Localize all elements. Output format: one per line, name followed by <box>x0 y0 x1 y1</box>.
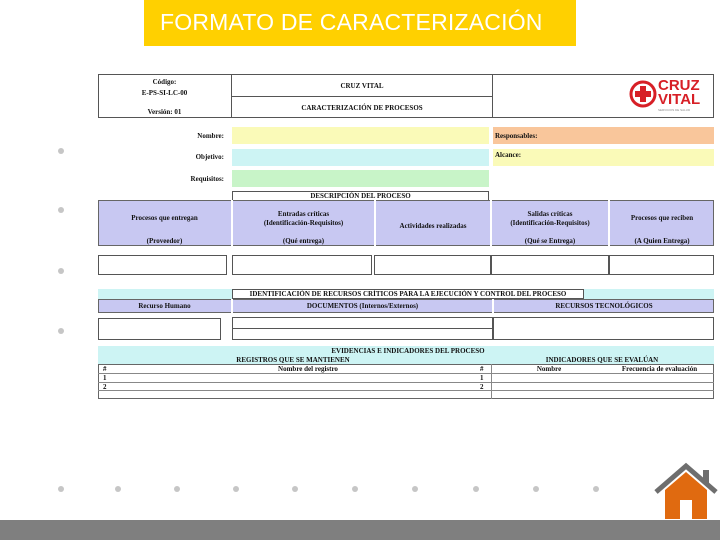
decor-dot <box>533 486 539 492</box>
registro-hash-header: # <box>103 365 107 373</box>
code-value: E-PS-SI-LC-00 <box>141 89 188 97</box>
evidencias-header: EVIDENCIAS E INDICADORES DEL PROCESO <box>232 346 584 355</box>
decor-dot <box>58 486 64 492</box>
alcance-label: Alcance: <box>495 151 522 159</box>
salidas-criticas-sub: (Identificación-Requisitos) <box>510 219 590 227</box>
home-icon <box>653 462 719 520</box>
indicador-row-2: 2 <box>480 383 484 391</box>
decor-dot <box>292 486 298 492</box>
recursos-tecnologicos-cell[interactable] <box>493 317 714 340</box>
descripcion-cell-4[interactable] <box>491 255 609 275</box>
logo-text-vital: VITAL <box>658 91 701 108</box>
responsables-label: Responsables: <box>495 132 538 140</box>
recursos-header: IDENTIFICACIÓN DE RECURSOS CRÍTICOS PARA LA EJECUCIÓN Y CONTROL DEL PROCESO <box>232 289 584 299</box>
recurso-humano-header: Recurso Humano <box>138 302 191 310</box>
indicador-nombre-header: Nombre <box>536 365 562 373</box>
decor-dot <box>412 486 418 492</box>
registros-header: REGISTROS QUE SE MANTIENEN <box>236 355 350 364</box>
logo-tagline: SERVICIOS DE SALUD <box>658 108 691 112</box>
indicador-hash-header: # <box>480 365 484 373</box>
decor-dot <box>233 486 239 492</box>
a-quien-entrega-label: (A Quien Entrega) <box>634 237 690 245</box>
home-button[interactable] <box>653 462 719 520</box>
recursos-tecnologicos-header: RECURSOS TECNOLÓGICOS <box>555 302 653 310</box>
que-se-entrega-label: (Qué se Entrega) <box>524 237 576 245</box>
documentos-cell-2[interactable] <box>232 328 493 340</box>
decor-dot <box>58 328 64 334</box>
alcance-field[interactable] <box>493 149 714 166</box>
slide-title: FORMATO DE CARACTERIZACIÓN <box>160 9 543 35</box>
decor-dot <box>58 148 64 154</box>
decor-dot <box>593 486 599 492</box>
decor-dot <box>58 207 64 213</box>
descripcion-cell-3[interactable] <box>374 255 491 275</box>
descripcion-cell-1[interactable] <box>98 255 227 275</box>
salidas-criticas-header: Salidas críticas <box>527 210 573 218</box>
frecuencia-header: Frecuencia de evaluación <box>621 365 698 373</box>
nombre-label: Nombre: <box>197 132 224 140</box>
cruz-vital-logo <box>629 77 713 115</box>
requisitos-field[interactable] <box>232 170 489 187</box>
slide-title-bar <box>144 0 576 46</box>
requisitos-label: Requisitos: <box>190 175 224 183</box>
descripcion-cell-5[interactable] <box>609 255 714 275</box>
que-entrega-label: (Qué entrega) <box>282 237 325 245</box>
procesos-entregan-header: Procesos que entregan <box>131 214 198 222</box>
documentos-header: DOCUMENTOS (Internos/Externos) <box>306 302 419 310</box>
nombre-field[interactable] <box>232 127 489 144</box>
objetivo-field[interactable] <box>232 149 489 166</box>
proveedor-label: (Proveedor) <box>146 237 183 245</box>
registro-row-2: 2 <box>103 383 107 391</box>
code-label: Código: <box>152 78 177 86</box>
procesos-reciben-header: Procesos que reciben <box>630 214 694 222</box>
decor-dot <box>58 268 64 274</box>
decor-dot <box>473 486 479 492</box>
registro-row-1: 1 <box>103 374 107 382</box>
indicadores-header: INDICADORES QUE SE EVALÚAN <box>545 355 659 364</box>
recurso-humano-cell[interactable] <box>98 318 221 340</box>
footer-bar <box>0 520 720 540</box>
nombre-registro-header: Nombre del registro <box>278 365 338 373</box>
objetivo-label: Objetivo: <box>195 153 224 161</box>
descripcion-cell-2[interactable] <box>232 255 372 275</box>
company-name: CRUZ VITAL <box>340 82 384 90</box>
entradas-criticas-sub: (Identificación-Requisitos) <box>263 219 344 227</box>
version-label: Versión: 01 <box>147 108 182 116</box>
entradas-criticas-header: Entradas críticas <box>277 210 330 218</box>
document-title: CARACTERIZACIÓN DE PROCESOS <box>301 104 423 112</box>
indicador-row-1: 1 <box>480 374 484 382</box>
descripcion-header: DESCRIPCIÓN DEL PROCESO <box>232 191 489 201</box>
decor-dot <box>352 486 358 492</box>
decor-dot <box>115 486 121 492</box>
decor-dot <box>174 486 180 492</box>
actividades-header: Actividades realizadas <box>399 222 467 230</box>
logo-text-cruz: CRUZ <box>658 77 700 94</box>
